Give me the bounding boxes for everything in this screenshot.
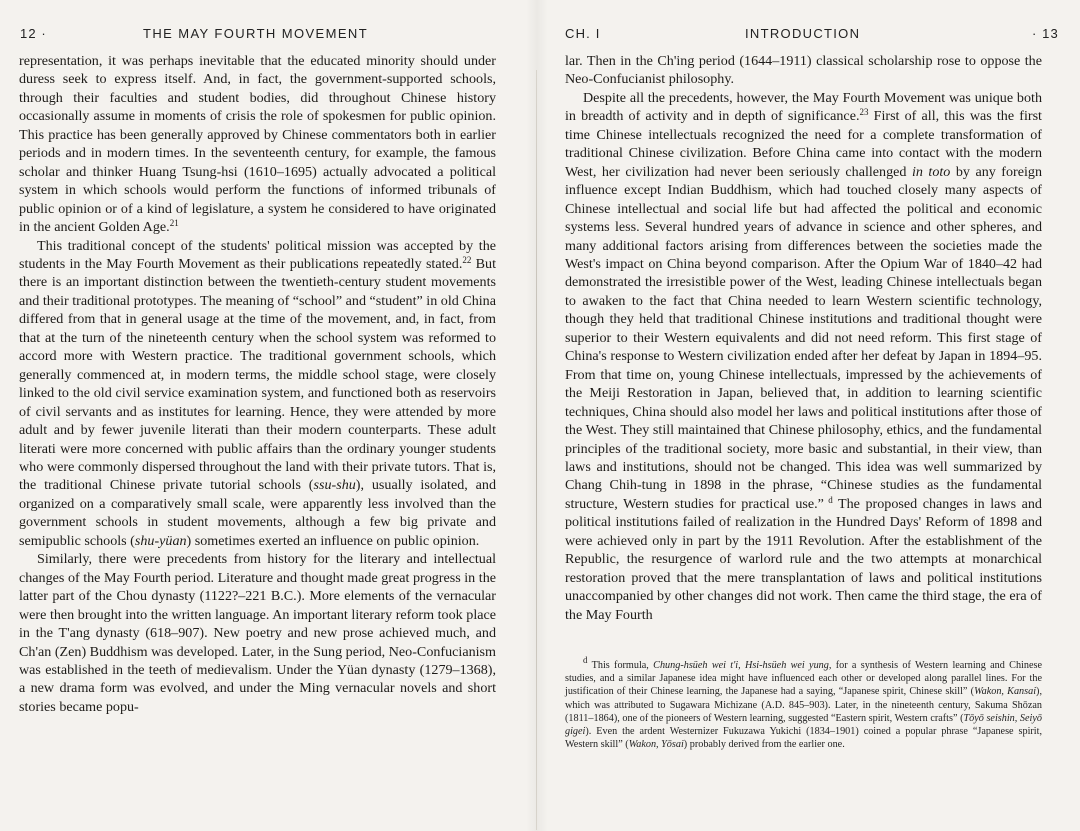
note-reference: 21 xyxy=(169,218,179,229)
text-run: The proposed changes in laws and political institutions failed of realization in the Hundred Days' Reform of 1898 and were achieved only in part by the 1911 Revolution. After the establishment of the Republic, the resurgence of warlord rule and the two attempts at monarchical restoration proved that the mere transplantation of laws and political institutions unaccompanied by other changes did not work. Then came the third stage, the era of the May Fourth xyxy=(565,495,1042,623)
chapter-label: CH. I xyxy=(565,26,601,41)
right-body-text xyxy=(565,52,1042,624)
gutter-line xyxy=(536,70,537,830)
text-run: ). Even the ardent Westernizer Fukuzawa Yukichi (1834–1901) coined a popular phrase “Japanese spirit, Western skill” ( xyxy=(565,726,1042,751)
right-running-title: INTRODUCTION xyxy=(745,26,861,41)
text-run: Despite all the precedents, however, the May Fourth Movement was unique both in breadth of activity and in depth of significance. xyxy=(565,89,1042,125)
italic-term: shu-yüan xyxy=(134,532,187,549)
footnote-text xyxy=(565,660,1042,750)
italic-term: ssu-shu xyxy=(313,477,356,494)
paragraph xyxy=(19,52,496,237)
footnote xyxy=(565,655,1042,751)
text-run: ) sometimes exerted an influence on public opinion. xyxy=(186,532,480,549)
left-page-number: 12 · xyxy=(20,26,47,41)
text-run: lar. Then in the Ch'ing period (1644–1911) classical scholarship rose to oppose the Neo-Confucianist philosophy. xyxy=(565,53,1042,88)
text-run: But there is an important distinction between the twentieth-century student movements and their traditional prototypes. The meaning of “school” and “student” in old China differed from that in general usage at the time of the movement, and, in fact, from that at the turn of the nineteenth century when the school system was reformed to accord more with Western practice. The traditional government schools, which generally commenced at, in modern terms, the middle school stage, were closely linked to the old civil service examination system, and functioned both as reservoirs of civil servants and as institutes for learning. Hence, they were attended by more adult and by fewer juvenile literati than their modern counterparts. These adult literati were more concerned with public affairs than the ordinary younger students who were commonly dispersed throughout the land with their private tutors. That is, the traditional Chinese private tutorial schools ( xyxy=(19,255,497,494)
italic-term: in toto xyxy=(911,163,951,180)
italic-term: Tōyō seishin, Seiyō gigei xyxy=(565,712,1042,738)
left-running-title: THE MAY FOURTH MOVEMENT xyxy=(143,26,369,41)
italic-term: Wakon, Yōsai xyxy=(628,739,684,751)
text-run: ) probably derived from the earlier one. xyxy=(683,739,845,751)
note-reference: d xyxy=(823,494,833,505)
paragraph xyxy=(565,89,1042,624)
right-page-number: · 13 xyxy=(1032,26,1059,41)
left-body-text xyxy=(19,52,496,716)
note-reference: 23 xyxy=(859,107,869,118)
paragraph xyxy=(565,52,1042,89)
note-reference: 22 xyxy=(462,254,472,265)
gutter-shadow xyxy=(526,0,548,831)
text-run: ), which was attributed to Sugawara Michizane (A.D. 845–903). Later, in the nineteenth century, Sakuma Shōzan (1811–1864), one of the pioneers of Western learning, suggested “Eastern spirit, Western crafts” ( xyxy=(565,686,1042,724)
italic-term: Chung-hsüeh wei t'i, Hsi-hsüeh wei yung, xyxy=(653,660,832,671)
paragraph xyxy=(19,237,496,551)
italic-term: Wakon, Kansai xyxy=(974,686,1037,698)
text-run: Similarly, there were precedents from history for the literary and intellectual changes of the May Fourth period. Literature and thought made great progress in the latter part of the Chou dynasty (1122?–221 B.C.). More elements of the vernacular were then brought into the written language. An important literary reform took place in the T'ang dynasty (618–907). New poetry and new prose achieved much, and Ch'an (Zen) Buddhism was developed. Later, in the Sung period, Neo-Confucianism was established in the teeth of medievalism. Under the Yüan dynasty (1279–1368), a new drama form was evolved, and under the Ming vernacular novels and short stories became popu- xyxy=(19,551,496,715)
text-run: by any foreign influence except Indian Buddhism, which had touched closely many aspects of Chinese intellectual and social life but had affected the political and economic systems less. Several hundred years of advance in science and other spheres, and many additional factors arising from differences between the societies made the West's impact on China beyond comparison. After the Opium War of 1840–42 had demonstrated the irresistible power of the West, leading Chinese intellectuals began to awaken to the fact that China needed to learn Western scientific technology, though they held that traditional Chinese institutions and traditional thought were superior to their Western equivalents and did not need reform. This first stage of China's response to Western civilization ended after her defeat by Japan in 1894–95. From that time on, young Chinese intellectuals, impressed by the achievements of the Meiji Restoration in Japan, believed that, in addition to learning scientific techniques, China should also model her laws and political institutions after those of the West. They still maintained that Chinese philosophy, ethics, and the fundamental principles of the traditional society, more basic and substantial, in their view, than laws and institutions, should not be changed. This idea was well summarized by Chang Chih-tung in 1898 in the phrase, “Chinese studies as the fundamental structure, Western studies for practical use.” xyxy=(565,163,1042,512)
footnote-marker: d xyxy=(583,655,588,665)
text-run: This traditional concept of the students' political mission was accepted by the students in the May Fourth Movement as their publications repeatedly stated. xyxy=(19,237,496,272)
text-run: representation, it was perhaps inevitable that the educated minority should under duress seek to express itself. And, in fact, the government-supported schools, through their faculties and student bodies, did throughout Chinese history occasionally assume in moments of crisis the role of spokesmen for public opinion. This practice has been generally approved by Chinese commentators both in earlier periods and in modern times. In the seventeenth century, for example, the famous scholar and thinker Huang Tsung-hsi (1610–1695) actually advocated a political system in which schools would perform the functions of informed tribunals of public opinion or of a kind of legislature, a system he considered to have originated in the ancient Golden Age. xyxy=(19,53,496,236)
paragraph xyxy=(19,550,496,716)
text-run: This formula, xyxy=(587,660,654,671)
text-run: for a synthesis of Western learning and Chinese studies, and a similar Japanese idea might have influenced each other or developed along parallel lines. For the justification of their Chinese learning, the Japanese had a saying, “Japanese spirit, Chinese skill” ( xyxy=(565,660,1042,698)
text-run: ), usually isolated, and organized on a comparatively small scale, were apparently less involved than the government schools in student movements, although a few big private and semipublic schools ( xyxy=(19,477,497,549)
text-run: First of all, this was the first time Chinese intellectuals recognized the need for a complete transformation of traditional Chinese civilization. Before China came into contact with the modern West, her civilization had never been seriously challenged xyxy=(565,108,1042,180)
